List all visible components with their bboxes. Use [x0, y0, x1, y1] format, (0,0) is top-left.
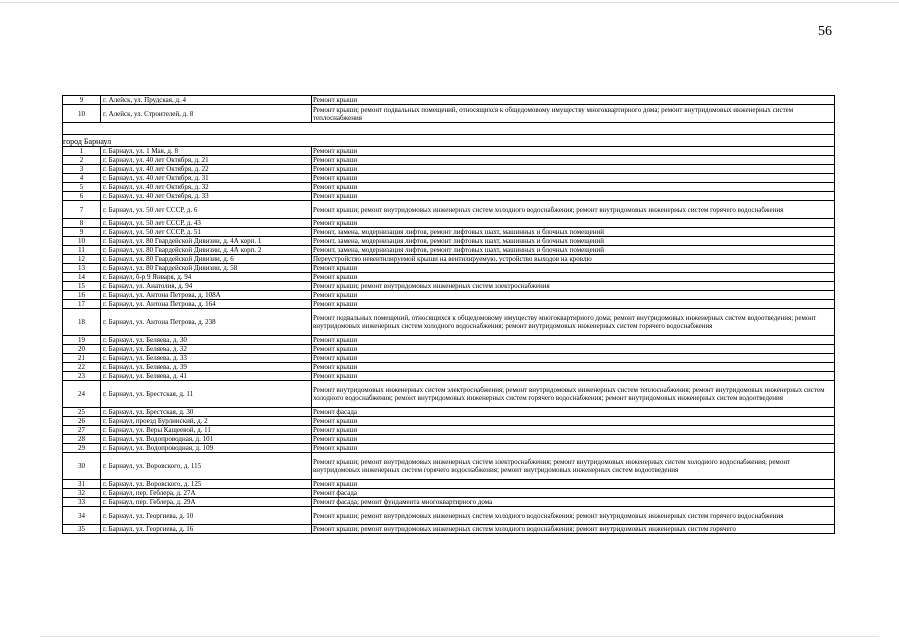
row-work: Ремонт фасада; ремонт фундамента многоквартирного дома: [312, 498, 835, 507]
row-number: 10: [63, 237, 101, 246]
row-address: г. Барнаул, ул. Водопроводная, д. 109: [101, 444, 312, 453]
row-work: Ремонт крыши: [312, 219, 835, 228]
row-work: Ремонт крыши: [312, 96, 835, 105]
row-work: Ремонт, замена, модернизация лифтов, ремонт лифтовых шахт, машинных и блочных помещений: [312, 228, 835, 237]
table-row: [63, 453, 835, 480]
table-row: [63, 336, 835, 345]
row-address: г. Барнаул, пер. Геблера, д. 27А: [101, 489, 312, 498]
row-number: 19: [63, 336, 101, 345]
row-work: Ремонт крыши: [312, 273, 835, 282]
row-address: г. Барнаул, ул. 50 лет СССР, д. 43: [101, 219, 312, 228]
row-work: Ремонт крыши: [312, 156, 835, 165]
row-work: Ремонт внутридомовых инженерных систем электроснабжения; ремонт внутридомовых инженерных систем теплоснабжения; ремонт внутридомовых инженерных систем холодного водоснабжения; ремонт внутридомовых инженерных систем горячего водоснабжения; ремонт внутридомовых инженерных систем водоотведения: [312, 381, 835, 408]
table-row: [63, 408, 835, 417]
row-address: г. Барнаул, ул. 40 лет Октября, д. 21: [101, 156, 312, 165]
repair-table: [62, 95, 835, 534]
row-work: Ремонт крыши: [312, 165, 835, 174]
row-work: Ремонт фасада: [312, 489, 835, 498]
table-row: [63, 417, 835, 426]
table-row: [63, 183, 835, 192]
row-address: г. Барнаул, ул. Воровского, д. 125: [101, 480, 312, 489]
row-work: Ремонт крыши: [312, 372, 835, 381]
row-address: г. Барнаул, проезд Бурлинский, д. 2: [101, 417, 312, 426]
row-address: г. Барнаул, ул. Георгиева, д. 16: [101, 525, 312, 534]
row-number: 28: [63, 435, 101, 444]
row-number: 14: [63, 273, 101, 282]
table-row: [63, 291, 835, 300]
table-row: [63, 174, 835, 183]
row-number: 22: [63, 363, 101, 372]
row-number: 20: [63, 345, 101, 354]
row-address: г. Барнаул, ул. Беляева, д. 33: [101, 354, 312, 363]
row-address: г. Барнаул, ул. 50 лет СССР, д. 6: [101, 201, 312, 219]
table-row: [63, 273, 835, 282]
row-work: Ремонт крыши: [312, 480, 835, 489]
row-work: Ремонт крыши; ремонт внутридомовых инженерных систем холодного водоснабжения; ремонт внутридомовых инженерных систем горячего: [312, 525, 835, 534]
row-work: Ремонт крыши; ремонт внутридомовых инженерных систем электроснабжения: [312, 282, 835, 291]
row-address: г. Барнаул, ул. 40 лет Октября, д. 22: [101, 165, 312, 174]
table-row: [63, 525, 835, 534]
row-work: Ремонт, замена, модернизация лифтов, ремонт лифтовых шахт, машинных и блочных помещений: [312, 237, 835, 246]
page-number: 56: [818, 24, 832, 39]
row-work: Ремонт крыши; ремонт внутридомовых инженерных систем холодного водоснабжения; ремонт внутридомовых инженерных систем горячего водоснабжения: [312, 201, 835, 219]
row-number: 34: [63, 507, 101, 525]
scan-top-edge: [0, 2, 899, 3]
row-work: Ремонт фасада: [312, 408, 835, 417]
row-number: 18: [63, 309, 101, 336]
row-number: 11: [63, 246, 101, 255]
row-number: 2: [63, 156, 101, 165]
row-number: 9: [63, 228, 101, 237]
spacer-cell: [63, 123, 835, 135]
row-number: 4: [63, 174, 101, 183]
row-address: г. Барнаул, ул. Беляева, д. 39: [101, 363, 312, 372]
row-number: 6: [63, 192, 101, 201]
table-row: [63, 354, 835, 363]
row-work: Ремонт подвальных помещений, относящихся к общедомовому имуществу многоквартирного дома; ремонт внутридомовых инженерных систем водоотведения; ремонт внутридомовых инженерных систем холодного водоснабжения; ремонт внутридомовых инженерных систем горячего водоснабжения: [312, 309, 835, 336]
table-row: [63, 480, 835, 489]
row-number: 15: [63, 282, 101, 291]
row-address: г. Барнаул, ул. Веры Кащеевой, д. 11: [101, 426, 312, 435]
table-row: [63, 435, 835, 444]
row-work: Ремонт крыши: [312, 354, 835, 363]
spacer-row: [63, 123, 835, 135]
row-address: г. Барнаул, ул. 40 лет Октября, д. 33: [101, 192, 312, 201]
row-number: 31: [63, 480, 101, 489]
row-work: Ремонт крыши: [312, 417, 835, 426]
row-number: 21: [63, 354, 101, 363]
row-number: 32: [63, 489, 101, 498]
row-number: 10: [63, 105, 101, 123]
row-address: г. Барнаул, ул. 50 лет СССР, д. 51: [101, 228, 312, 237]
section-title: город Барнаул: [63, 135, 835, 147]
table-row: [63, 426, 835, 435]
row-work: Ремонт крыши: [312, 291, 835, 300]
row-address: г. Барнаул, ул. 80 Гвардейской Дивизии, д. 4А корп. 2: [101, 246, 312, 255]
row-address: г. Барнаул, ул. Антона Петрова, д. 164: [101, 300, 312, 309]
row-work: Ремонт, замена, модернизация лифтов, ремонт лифтовых шахт, машинных и блочных помещений: [312, 246, 835, 255]
row-work: Ремонт крыши: [312, 345, 835, 354]
row-number: 3: [63, 165, 101, 174]
row-number: 7: [63, 201, 101, 219]
row-number: 17: [63, 300, 101, 309]
row-number: 30: [63, 453, 101, 480]
row-work: Ремонт крыши: [312, 174, 835, 183]
table-row: [63, 255, 835, 264]
table-row: [63, 96, 835, 105]
row-address: г. Барнаул, ул. 40 лет Октября, д. 31: [101, 174, 312, 183]
row-number: 1: [63, 147, 101, 156]
table-row: [63, 345, 835, 354]
section-header-row: [63, 135, 835, 147]
row-number: 9: [63, 96, 101, 105]
row-address: г. Барнаул, ул. Беляева, д. 30: [101, 336, 312, 345]
row-number: 25: [63, 408, 101, 417]
row-number: 12: [63, 255, 101, 264]
row-number: 24: [63, 381, 101, 408]
table-row: [63, 498, 835, 507]
row-address: г. Барнаул, ул. 80 Гвардейской Дивизии, д. 4А корп. 1: [101, 237, 312, 246]
row-address: г. Алейск, ул. Строителей, д. 8: [101, 105, 312, 123]
row-number: 5: [63, 183, 101, 192]
row-address: г. Барнаул, ул. Анатолия, д. 94: [101, 282, 312, 291]
table-row: [63, 507, 835, 525]
table-row: [63, 282, 835, 291]
row-address: г. Барнаул, ул. Брестская, д. 11: [101, 381, 312, 408]
row-work: Ремонт крыши: [312, 264, 835, 273]
row-number: 35: [63, 525, 101, 534]
row-address: г. Барнаул, ул. 80 Гвардейской Дивизии, д. 58: [101, 264, 312, 273]
table-row: [63, 381, 835, 408]
scan-bottom-edge: [40, 636, 879, 637]
row-address: г. Барнаул, ул. 80 Гвардейской Дивизии, д. 6: [101, 255, 312, 264]
row-address: г. Барнаул, ул. Беляева, д. 32: [101, 345, 312, 354]
table-row: [63, 444, 835, 453]
table-row: [63, 192, 835, 201]
table-row: [63, 489, 835, 498]
row-work: Ремонт крыши: [312, 435, 835, 444]
table-row: [63, 147, 835, 156]
row-work: Ремонт крыши; ремонт подвальных помещений, относящихся к общедомовому имуществу многоквартирного дома; ремонт внутридомовых инженерных систем теплоснабжения: [312, 105, 835, 123]
row-work: Ремонт крыши: [312, 147, 835, 156]
row-address: г. Барнаул, ул. Брестская, д. 30: [101, 408, 312, 417]
table-row: [63, 264, 835, 273]
row-number: 29: [63, 444, 101, 453]
row-address: г. Барнаул, пер. Геблера, д. 29А: [101, 498, 312, 507]
row-work: Ремонт крыши: [312, 426, 835, 435]
table-row: [63, 228, 835, 237]
table-row: [63, 219, 835, 228]
table-row: [63, 156, 835, 165]
table-row: [63, 300, 835, 309]
row-work: Ремонт крыши; ремонт внутридомовых инженерных систем электроснабжения; ремонт внутридомовых инженерных систем холодного водоснабжения; ремонт внутридомовых инженерных систем горячего водоснабжения; ремонт внутридомовых инженерных систем водоотведения: [312, 453, 835, 480]
row-number: 27: [63, 426, 101, 435]
table-row: [63, 165, 835, 174]
table-row: [63, 372, 835, 381]
row-work: Ремонт крыши: [312, 363, 835, 372]
table-row: [63, 363, 835, 372]
row-number: 8: [63, 219, 101, 228]
row-number: 26: [63, 417, 101, 426]
table-row: [63, 246, 835, 255]
row-address: г. Барнаул, ул. Антона Петрова, д. 238: [101, 309, 312, 336]
row-work: Ремонт крыши: [312, 300, 835, 309]
table-body: [63, 96, 835, 534]
row-work: Ремонт крыши: [312, 192, 835, 201]
row-work: Ремонт крыши; ремонт внутридомовых инженерных систем холодного водоснабжения; ремонт внутридомовых инженерных систем горячего водоснабжения: [312, 507, 835, 525]
row-address: г. Барнаул, ул. Георгиева, д. 10: [101, 507, 312, 525]
table-row: [63, 309, 835, 336]
row-address: г. Барнаул, б-р 9 Января, д. 94: [101, 273, 312, 282]
row-work: Переустройство невентилируемой крыши на вентилируемую, устройство выходов на кровлю: [312, 255, 835, 264]
table-row: [63, 237, 835, 246]
row-address: г. Барнаул, ул. 1 Мая, д. 8: [101, 147, 312, 156]
row-work: Ремонт крыши: [312, 444, 835, 453]
row-address: г. Барнаул, ул. 40 лет Октября, д. 32: [101, 183, 312, 192]
row-number: 33: [63, 498, 101, 507]
row-number: 23: [63, 372, 101, 381]
row-address: г. Барнаул, ул. Беляева, д. 41: [101, 372, 312, 381]
row-number: 16: [63, 291, 101, 300]
row-number: 13: [63, 264, 101, 273]
table-row: [63, 201, 835, 219]
row-work: Ремонт крыши: [312, 336, 835, 345]
row-address: г. Барнаул, ул. Антона Петрова, д. 108А: [101, 291, 312, 300]
row-address: г. Барнаул, ул. Водопроводная, д. 101: [101, 435, 312, 444]
table-row: [63, 105, 835, 123]
row-address: г. Алейск, ул. Прудская, д. 4: [101, 96, 312, 105]
row-work: Ремонт крыши: [312, 183, 835, 192]
row-address: г. Барнаул, ул. Воровского, д. 115: [101, 453, 312, 480]
